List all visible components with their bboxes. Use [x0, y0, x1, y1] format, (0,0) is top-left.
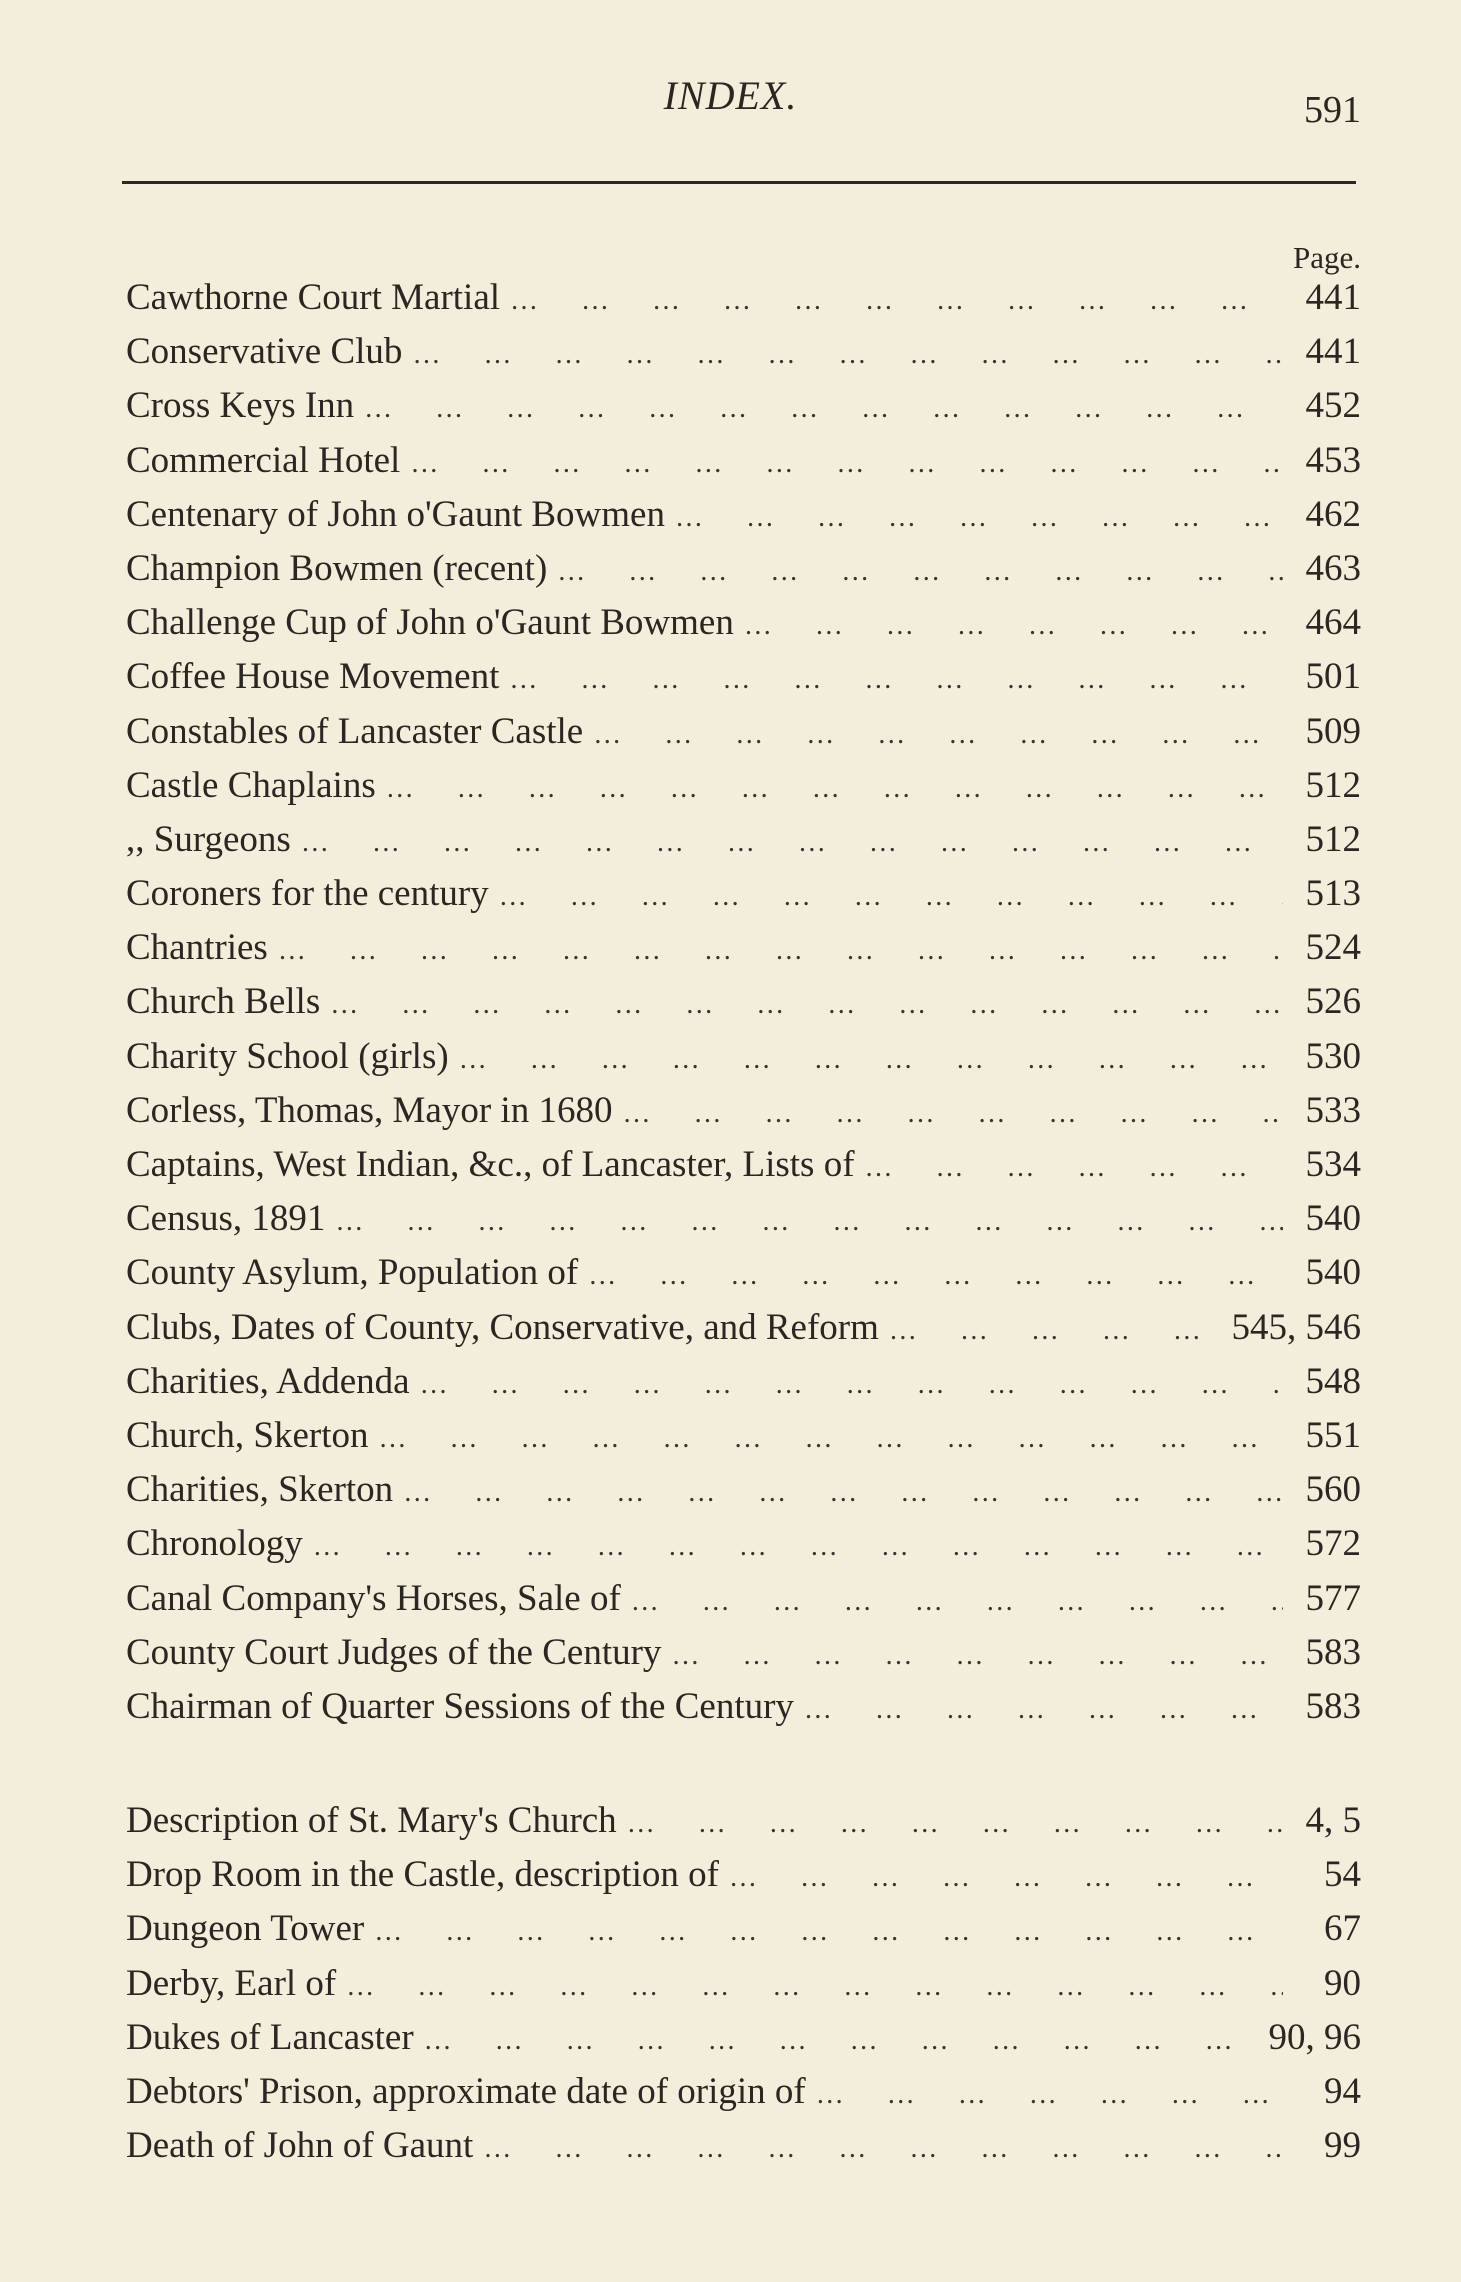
index-entry-label: Charity School (girls) — [126, 1035, 449, 1077]
dot-leader — [804, 1694, 1283, 1726]
index-entry-label: Centenary of John o'Gaunt Bowmen — [126, 493, 665, 535]
dot-leader — [313, 1531, 1283, 1563]
index-section-d — [126, 1799, 1361, 2178]
dot-leader — [420, 1369, 1283, 1401]
index-entry-label: Coffee House Movement — [126, 656, 500, 698]
index-entry-page: 513 — [1305, 873, 1361, 915]
dot-leader — [816, 2079, 1283, 2111]
index-entry-page: 512 — [1305, 764, 1361, 806]
dot-leader — [335, 1206, 1283, 1238]
dot-leader — [889, 1315, 1224, 1347]
index-entry-label: Church, Skerton — [126, 1414, 369, 1456]
dot-leader — [509, 664, 1283, 696]
index-entry — [126, 493, 1361, 547]
index-entry-label: Cawthorne Court Martial — [126, 277, 501, 318]
index-entry-label: Commercial Hotel — [126, 439, 401, 481]
dot-leader — [557, 556, 1283, 588]
index-entry-label: Charities, Addenda — [126, 1360, 410, 1402]
index-entry-page: 533 — [1305, 1089, 1361, 1131]
index-entry — [126, 1035, 1361, 1089]
index-entry-page: 67 — [1324, 1908, 1361, 1950]
dot-leader — [671, 1640, 1283, 1672]
index-entry — [126, 926, 1361, 980]
index-entry — [126, 1577, 1361, 1631]
index-entry — [126, 1306, 1361, 1360]
index-entry-label: Dukes of Lancaster — [126, 2016, 414, 2058]
index-entry-label: Challenge Cup of John o'Gaunt Bowmen — [126, 602, 734, 644]
page-number: 591 — [1304, 89, 1361, 131]
index-entry — [126, 384, 1361, 438]
index-entry-label: ,, Surgeons — [126, 818, 291, 860]
dot-leader — [364, 393, 1283, 425]
index-entry-label: Coroners for the century — [126, 873, 489, 915]
index-entry-page: 545, 546 — [1231, 1306, 1361, 1348]
dot-leader — [499, 881, 1283, 913]
index-entry-label: Census, 1891 — [126, 1198, 326, 1240]
index-entry-page: 452 — [1305, 385, 1361, 427]
index-entry-page: 540 — [1305, 1198, 1361, 1240]
index-entry-page: 90, 96 — [1268, 2016, 1361, 2058]
index-entry — [126, 2124, 1361, 2178]
index-entry-label: Corless, Thomas, Mayor in 1680 — [126, 1089, 613, 1131]
dot-leader — [346, 1971, 1283, 2003]
index-entry-page: 463 — [1305, 547, 1361, 589]
index-entry-page: 548 — [1305, 1360, 1361, 1402]
index-entry-label: Charities, Skerton — [126, 1469, 394, 1511]
dot-leader — [483, 2133, 1283, 2165]
index-entry-label: Church Bells — [126, 981, 321, 1023]
index-entry-page: 540 — [1305, 1252, 1361, 1294]
index-entry-label: Clubs, Dates of County, Conservative, and Reform — [126, 1306, 879, 1348]
index-entry-page: 526 — [1305, 981, 1361, 1023]
index-entry-page: 464 — [1305, 602, 1361, 644]
index-entry-label: Chronology — [126, 1523, 303, 1565]
index-entry-label: Death of John of Gaunt — [126, 2125, 474, 2167]
index-entry — [126, 1414, 1361, 1468]
index-entry — [126, 655, 1361, 709]
index-entry-label: Captains, West Indian, &c., of Lancaster, Lists of — [126, 1144, 855, 1185]
dot-leader — [386, 773, 1283, 805]
dot-leader — [675, 502, 1283, 534]
index-entry — [126, 1685, 1361, 1739]
index-entry-page: 453 — [1305, 439, 1361, 481]
dot-leader — [459, 1044, 1283, 1076]
index-entry — [126, 1522, 1361, 1576]
index-entry-label: County Asylum, Population of — [126, 1252, 579, 1294]
index-entry — [126, 439, 1361, 493]
index-entry — [126, 1853, 1361, 1907]
index-entry-page: 90 — [1324, 1962, 1361, 2004]
dot-leader — [424, 2025, 1261, 2057]
index-entry-page: 99 — [1324, 2125, 1361, 2167]
index-entry-page: 577 — [1305, 1577, 1361, 1619]
index-entry-page: 583 — [1305, 1631, 1361, 1673]
dot-leader — [744, 610, 1283, 642]
dot-leader — [374, 1916, 1283, 1948]
dot-leader — [510, 285, 1283, 317]
page-column-label: Page. — [1292, 240, 1361, 275]
index-entry-page: 441 — [1305, 331, 1361, 373]
index-entry — [126, 276, 1361, 330]
index-entry — [126, 710, 1361, 764]
index-entry — [126, 818, 1361, 872]
dot-leader — [865, 1152, 1283, 1184]
header-rule — [122, 181, 1356, 184]
index-entry — [126, 1468, 1361, 1522]
dot-leader — [403, 1477, 1283, 1509]
dot-leader — [412, 339, 1283, 371]
index-entry — [126, 1360, 1361, 1414]
index-entry-page: 441 — [1305, 277, 1361, 318]
dot-leader — [588, 1260, 1283, 1292]
index-entry-label: Drop Room in the Castle, description of — [126, 1854, 719, 1896]
index-entry — [126, 764, 1361, 818]
index-entry-page: 94 — [1324, 2070, 1361, 2112]
index-entry — [126, 980, 1361, 1034]
dot-leader — [627, 1808, 1283, 1840]
index-entry-label: Dungeon Tower — [126, 1908, 365, 1950]
index-entry-page: 572 — [1305, 1523, 1361, 1565]
index-entry-page: 583 — [1305, 1685, 1361, 1727]
index-entry — [126, 547, 1361, 601]
index-entry-label: Champion Bowmen (recent) — [126, 547, 548, 589]
index-section-c — [126, 276, 1361, 1739]
dot-leader — [622, 1098, 1283, 1130]
index-entry-page: 534 — [1305, 1144, 1361, 1185]
index-entry — [126, 1089, 1361, 1143]
index-entry — [126, 1143, 1361, 1197]
index-entry-label: Castle Chaplains — [126, 764, 376, 806]
dot-leader — [278, 935, 1283, 967]
index-entry — [126, 2016, 1361, 2070]
index-entry-page: 4, 5 — [1305, 1800, 1361, 1841]
index-entry-label: Constables of Lancaster Castle — [126, 710, 584, 752]
dot-leader — [301, 827, 1283, 859]
index-entry-label: Conservative Club — [126, 331, 403, 373]
index-entry — [126, 1631, 1361, 1685]
index-entry-label: Debtors' Prison, approximate date of origin of — [126, 2070, 806, 2112]
index-entry-page: 462 — [1305, 493, 1361, 535]
index-entry-page: 524 — [1305, 927, 1361, 969]
index-entry-label: Description of St. Mary's Church — [126, 1800, 617, 1841]
index-entry-label: Chairman of Quarter Sessions of the Century — [126, 1685, 794, 1727]
dot-leader — [631, 1586, 1283, 1618]
index-entry — [126, 1907, 1361, 1961]
dot-leader — [379, 1423, 1283, 1455]
index-entry — [126, 2070, 1361, 2124]
index-entry-page: 501 — [1305, 656, 1361, 698]
index-entry-page: 530 — [1305, 1035, 1361, 1077]
index-entry-label: County Court Judges of the Century — [126, 1631, 662, 1673]
index-entry-label: Chantries — [126, 927, 268, 969]
index-entry — [126, 872, 1361, 926]
index-entry-page: 551 — [1305, 1414, 1361, 1456]
dot-leader — [410, 448, 1283, 480]
dot-leader — [330, 989, 1283, 1021]
dot-leader — [593, 719, 1283, 751]
index-entry — [126, 1197, 1361, 1251]
index-entry-page: 54 — [1324, 1854, 1361, 1896]
index-entry — [126, 601, 1361, 655]
index-entry — [126, 1799, 1361, 1853]
index-entry-page: 509 — [1305, 710, 1361, 752]
index-entry — [126, 1962, 1361, 2016]
running-header-title: INDEX. — [663, 73, 798, 118]
index-entry-label: Canal Company's Horses, Sale of — [126, 1577, 621, 1619]
dot-leader — [729, 1862, 1283, 1894]
index-entry-page: 560 — [1305, 1469, 1361, 1511]
index-entry — [126, 330, 1361, 384]
index-entry-label: Derby, Earl of — [126, 1962, 337, 2004]
index-entry-label: Cross Keys Inn — [126, 385, 355, 427]
index-entry-page: 512 — [1305, 818, 1361, 860]
index-entry — [126, 1251, 1361, 1305]
